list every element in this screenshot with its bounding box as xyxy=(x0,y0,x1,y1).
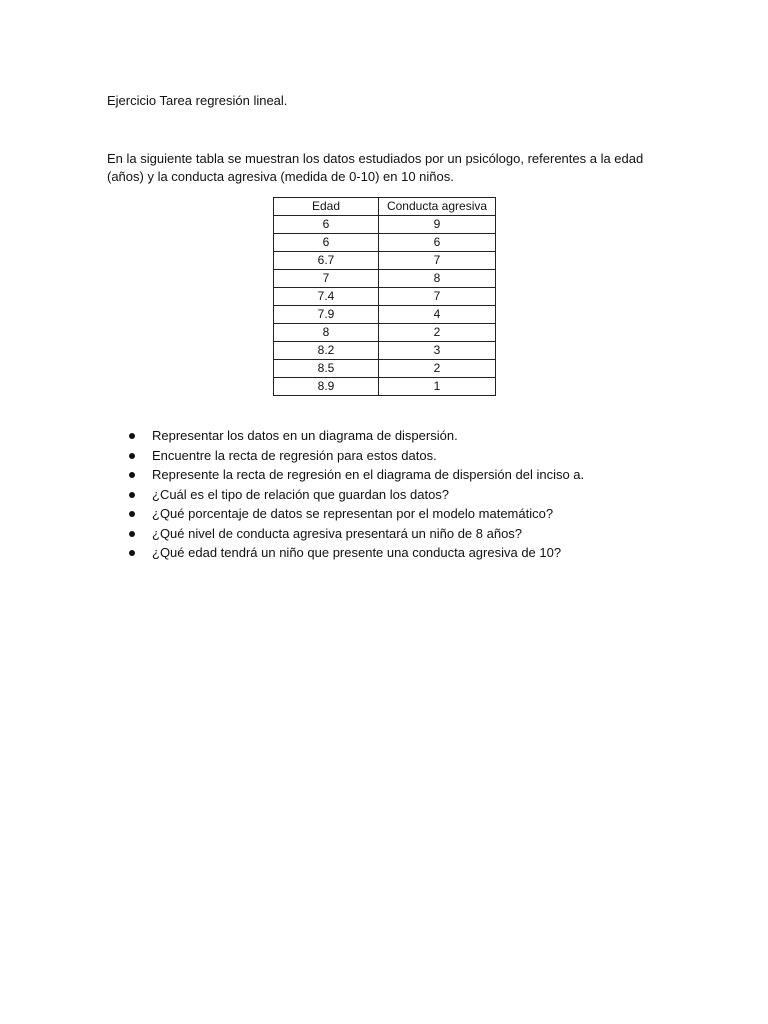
list-item xyxy=(127,446,584,466)
cell-conducta: 4 xyxy=(379,306,496,324)
cell-edad: 7.4 xyxy=(274,288,379,306)
question-text: Represente la recta de regresión en el diagrama de dispersión del inciso a. xyxy=(152,467,585,482)
bullet-icon xyxy=(129,453,135,459)
table-row xyxy=(274,288,496,306)
list-item xyxy=(127,485,584,505)
table-row xyxy=(274,306,496,324)
table-row xyxy=(274,342,496,360)
questions-list xyxy=(127,426,584,563)
question-text: ¿Qué nivel de conducta agresiva presentará un niño de 8 años? xyxy=(152,525,523,541)
question-text: ¿Qué edad tendrá un niño que presente una conducta agresiva de 10? xyxy=(152,545,562,560)
cell-conducta: 6 xyxy=(379,234,496,252)
list-item xyxy=(127,426,584,446)
bullet-icon xyxy=(129,472,135,478)
table-row xyxy=(274,234,496,252)
cell-edad: 8.5 xyxy=(274,360,379,378)
list-item xyxy=(127,465,584,485)
list-item xyxy=(127,504,584,524)
cell-edad: 8 xyxy=(274,324,379,342)
cell-conducta: 2 xyxy=(379,324,496,342)
cell-conducta: 7 xyxy=(379,252,496,270)
cell-conducta: 2 xyxy=(379,360,496,378)
bullet-icon xyxy=(129,550,135,556)
table-row xyxy=(274,360,496,378)
list-item xyxy=(127,543,584,563)
bullet-icon xyxy=(129,531,135,537)
question-text: Representar los datos en un diagrama de dispersión. xyxy=(152,428,458,443)
column-header-edad: Edad xyxy=(274,198,379,216)
table-header-row xyxy=(274,198,496,216)
table-row xyxy=(274,252,496,270)
table-row xyxy=(274,324,496,342)
data-table xyxy=(273,197,496,396)
table-row xyxy=(274,216,496,234)
question-text: ¿Qué porcentaje de datos se representan por el modelo matemático? xyxy=(152,506,554,521)
cell-edad: 6 xyxy=(274,216,379,234)
cell-conducta: 8 xyxy=(379,270,496,288)
bullet-icon xyxy=(129,511,135,517)
cell-edad: 6.7 xyxy=(274,252,379,270)
cell-conducta: 3 xyxy=(379,342,496,360)
list-item xyxy=(127,524,584,544)
document-title: Ejercicio Tarea regresión lineal. xyxy=(107,93,288,108)
bullet-icon xyxy=(129,433,135,439)
table-row xyxy=(274,270,496,288)
cell-conducta: 1 xyxy=(379,378,496,396)
column-header-conducta-agresiva: Conducta agresiva xyxy=(379,198,496,216)
intro-paragraph xyxy=(107,150,667,186)
bullet-icon xyxy=(129,492,135,498)
question-text: Encuentre la recta de regresión para estos datos. xyxy=(152,447,437,463)
cell-edad: 8.9 xyxy=(274,378,379,396)
cell-conducta: 7 xyxy=(379,288,496,306)
table-row xyxy=(274,378,496,396)
cell-edad: 7.9 xyxy=(274,306,379,324)
cell-conducta: 9 xyxy=(379,216,496,234)
question-text: ¿Cuál es el tipo de relación que guardan los datos? xyxy=(152,486,450,502)
intro-line: En la siguiente tabla se muestran los datos estudiados por un psicólogo, referentes a la edad xyxy=(107,151,644,166)
cell-edad: 8.2 xyxy=(274,342,379,360)
cell-edad: 6 xyxy=(274,234,379,252)
cell-edad: 7 xyxy=(274,270,379,288)
intro-line: (años) y la conducta agresiva (medida de 0-10) en 10 niños. xyxy=(107,169,454,184)
